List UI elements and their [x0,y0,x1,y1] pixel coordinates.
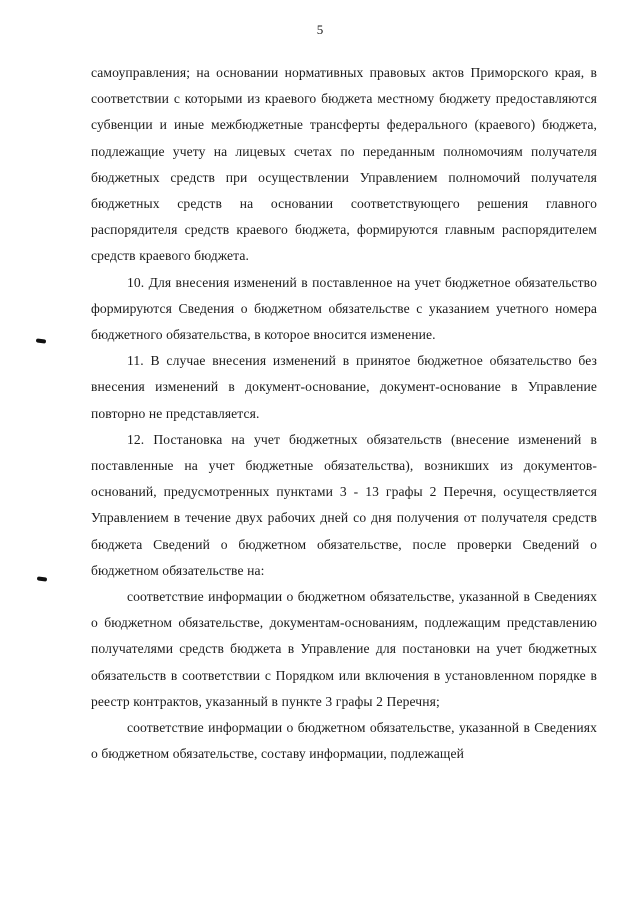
paragraph-check-1: соответствие информации о бюджетном обязательстве, указанной в Сведениях о бюджетном обязательстве, документам-основаниям, подлежащим представлению получателями средств бюджета в Управление для постановки на учет бюджетных обязательств в соответствии с Порядком или включения в установленном порядке в реестр контрактов, указанный в пункте 3 графы 2 Перечня; [91,589,597,709]
paragraph-check-2: соответствие информации о бюджетном обязательстве, указанной в Сведениях о бюджетном обязательстве, составу информации, подлежащей [91,720,597,762]
margin-mark-bottom [37,576,47,581]
paragraph-12: 12. Постановка на учет бюджетных обязательств (внесение изменений в поставленные на учет бюджетные обязательства), возникших из документов-оснований, предусмотренных пунктами 3 - 13 графы 2 Перечня, осуществляется Управлением в течение двух рабочих дней со дня получения от получателя средств бюджета Сведений о бюджетном обязательстве, после проверки Сведений о бюджетном обязательстве на: [91,431,597,578]
paragraph-10: 10. Для внесения изменений в поставленное на учет бюджетное обязательство формируются Сведения о бюджетном обязательстве с указанием учетного номера бюджетного обязательства, в которое вносится изменение. [91,274,597,343]
paragraph-continuation: самоуправления; на основании нормативных правовых актов Приморского края, в соответствии с которыми из краевого бюджета местному бюджету предоставляются субвенции и иные межбюджетные трансферты федерального (краевого) бюджета, подлежащие учету на лицевых счетах по переданным полномочиям получателя бюджетных средств при осуществлении Управлением полномочий получателя бюджетных средств на основании соответствующего решения главного распорядителя средств краевого бюджета, формируются главным распорядителем средств краевого бюджета. [91,65,597,264]
document-body [91,60,597,767]
page-number: 5 [316,22,324,37]
margin-mark-top [36,338,46,343]
paragraph-11: 11. В случае внесения изменений в принятое бюджетное обязательство без внесения изменений в документ-основание, документ-основание в Управление повторно не представляется. [91,353,597,421]
